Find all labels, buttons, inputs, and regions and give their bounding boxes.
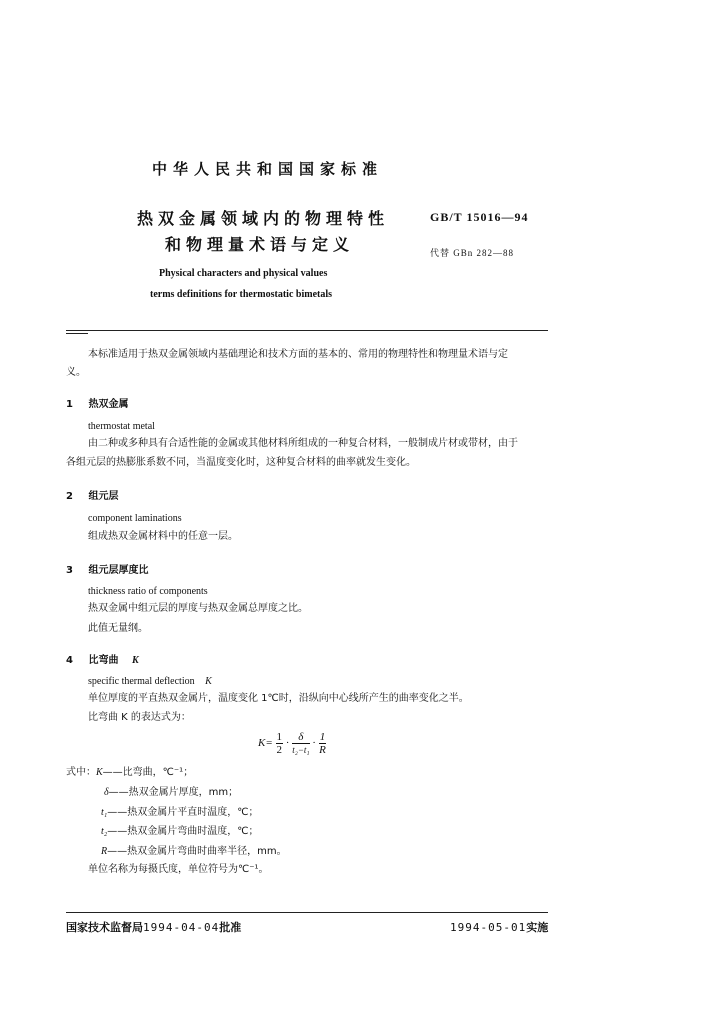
section-2-line-1: 组成热双金属材料中的任意一层。	[88, 531, 238, 542]
section-number: 1	[66, 399, 73, 410]
formula-dot: ·	[312, 737, 316, 750]
frac-numerator: δ	[292, 731, 309, 744]
approval-date: 1994-04-04	[143, 921, 220, 934]
definition-symbol: K	[96, 767, 103, 778]
section-number: 4	[66, 655, 73, 666]
definition-text: ——热双金属片弯曲时曲率半径，mm。	[107, 846, 287, 857]
section-1-line-1: 由二种或多种具有合适性能的金属或其他材料所组成的一种复合材料，一般制成片材或带材，由于	[88, 438, 518, 449]
intro-line-2: 义。	[66, 367, 86, 378]
unit-line: 单位名称为每摄氏度，单位符号为℃⁻¹。	[88, 864, 269, 875]
section-4-line-2: 比弯曲 K 的表达式为：	[88, 712, 191, 723]
section-2-heading	[66, 487, 118, 502]
national-standard-heading: 中华人民共和国国家标准	[152, 160, 384, 178]
section-4-line-1: 单位厚度的平直热双金属片，温度变化 1℃时，沿纵向中心线所产生的曲率变化之半。	[88, 693, 469, 704]
formula-lhs: K=	[258, 737, 273, 750]
section-1-heading	[66, 395, 128, 410]
title-line-2: 和物理量术语与定义	[165, 235, 355, 254]
standard-number: GB/T 15016—94	[430, 210, 529, 224]
definition-lead: 式中：	[66, 767, 96, 778]
section-4-english-symbol: K	[205, 676, 212, 687]
section-4-english-text: specific thermal deflection	[88, 676, 195, 687]
definition-item	[101, 845, 287, 859]
approval-suffix: 批准	[219, 921, 242, 934]
frac-denominator: 2	[276, 744, 283, 756]
header-divider-mark	[66, 333, 88, 334]
section-3-english: thickness ratio of components	[88, 586, 208, 597]
approving-authority: 国家技术监督局	[66, 921, 143, 934]
section-2-english: component laminations	[88, 513, 182, 524]
english-title-line-2: terms definitions for thermostatic bimetals	[150, 289, 333, 300]
section-symbol: K	[131, 655, 139, 666]
section-number: 2	[66, 491, 73, 502]
section-title: 热双金属	[88, 399, 129, 410]
section-4-english	[88, 676, 212, 687]
frac-denominator: t₂−t₁	[292, 745, 310, 755]
footer-divider	[66, 912, 548, 913]
header-divider	[66, 330, 548, 331]
formula-dot: ·	[285, 737, 290, 750]
definition-symbol: t₁	[101, 807, 108, 818]
definition-symbol: t₂	[101, 826, 108, 837]
definition-text: ——比弯曲，℃⁻¹；	[102, 767, 194, 778]
effective-suffix: 实施	[526, 921, 549, 934]
frac-numerator: 1	[319, 731, 326, 743]
section-number: 3	[66, 565, 73, 576]
effective-info	[450, 919, 548, 935]
definition-item	[96, 766, 193, 780]
replaces-standard: 代替 GBn 282—88	[430, 248, 515, 258]
section-4-heading	[66, 651, 139, 666]
definition-text: ——热双金属片厚度，mm；	[108, 787, 239, 798]
definition-symbol: δ	[104, 787, 109, 798]
definition-text: ——热双金属片平直时温度，℃；	[107, 807, 259, 818]
section-title: 比弯曲	[88, 655, 119, 666]
approval-info	[66, 919, 241, 935]
frac-numerator: 1	[276, 731, 283, 743]
definition-symbol: R	[101, 846, 108, 857]
section-3-line-1: 热双金属中组元层的厚度与热双金属总厚度之比。	[88, 603, 308, 614]
formula-fraction-thickness	[292, 731, 309, 756]
formula-fraction-half	[276, 731, 284, 756]
intro-line-1: 本标准适用于热双金属领域内基础理论和技术方面的基本的、常用的物理特性和物理量术语与定	[88, 349, 508, 360]
section-3-line-2: 此值无量纲。	[88, 623, 148, 634]
formula-fraction-radius	[319, 731, 327, 756]
section-1-line-2: 各组元层的热膨胀系数不同，当温度变化时，这种复合材料的曲率就发生变化。	[66, 457, 416, 468]
definition-item	[104, 786, 238, 800]
section-title: 组元层厚度比	[88, 565, 149, 576]
section-3-heading	[66, 561, 148, 576]
frac-denominator: R	[319, 744, 326, 756]
section-1-english: thermostat metal	[88, 421, 155, 432]
effective-date: 1994-05-01	[450, 921, 527, 934]
english-title-line-1: Physical characters and physical values	[159, 268, 328, 279]
title-line-1: 热双金属领域内的物理特性	[137, 209, 390, 228]
specific-deflection-formula	[258, 731, 378, 761]
section-title: 组元层	[88, 491, 119, 502]
definition-item	[101, 806, 259, 820]
definition-item	[101, 825, 259, 839]
definition-text: ——热双金属片弯曲时温度，℃；	[107, 826, 259, 837]
